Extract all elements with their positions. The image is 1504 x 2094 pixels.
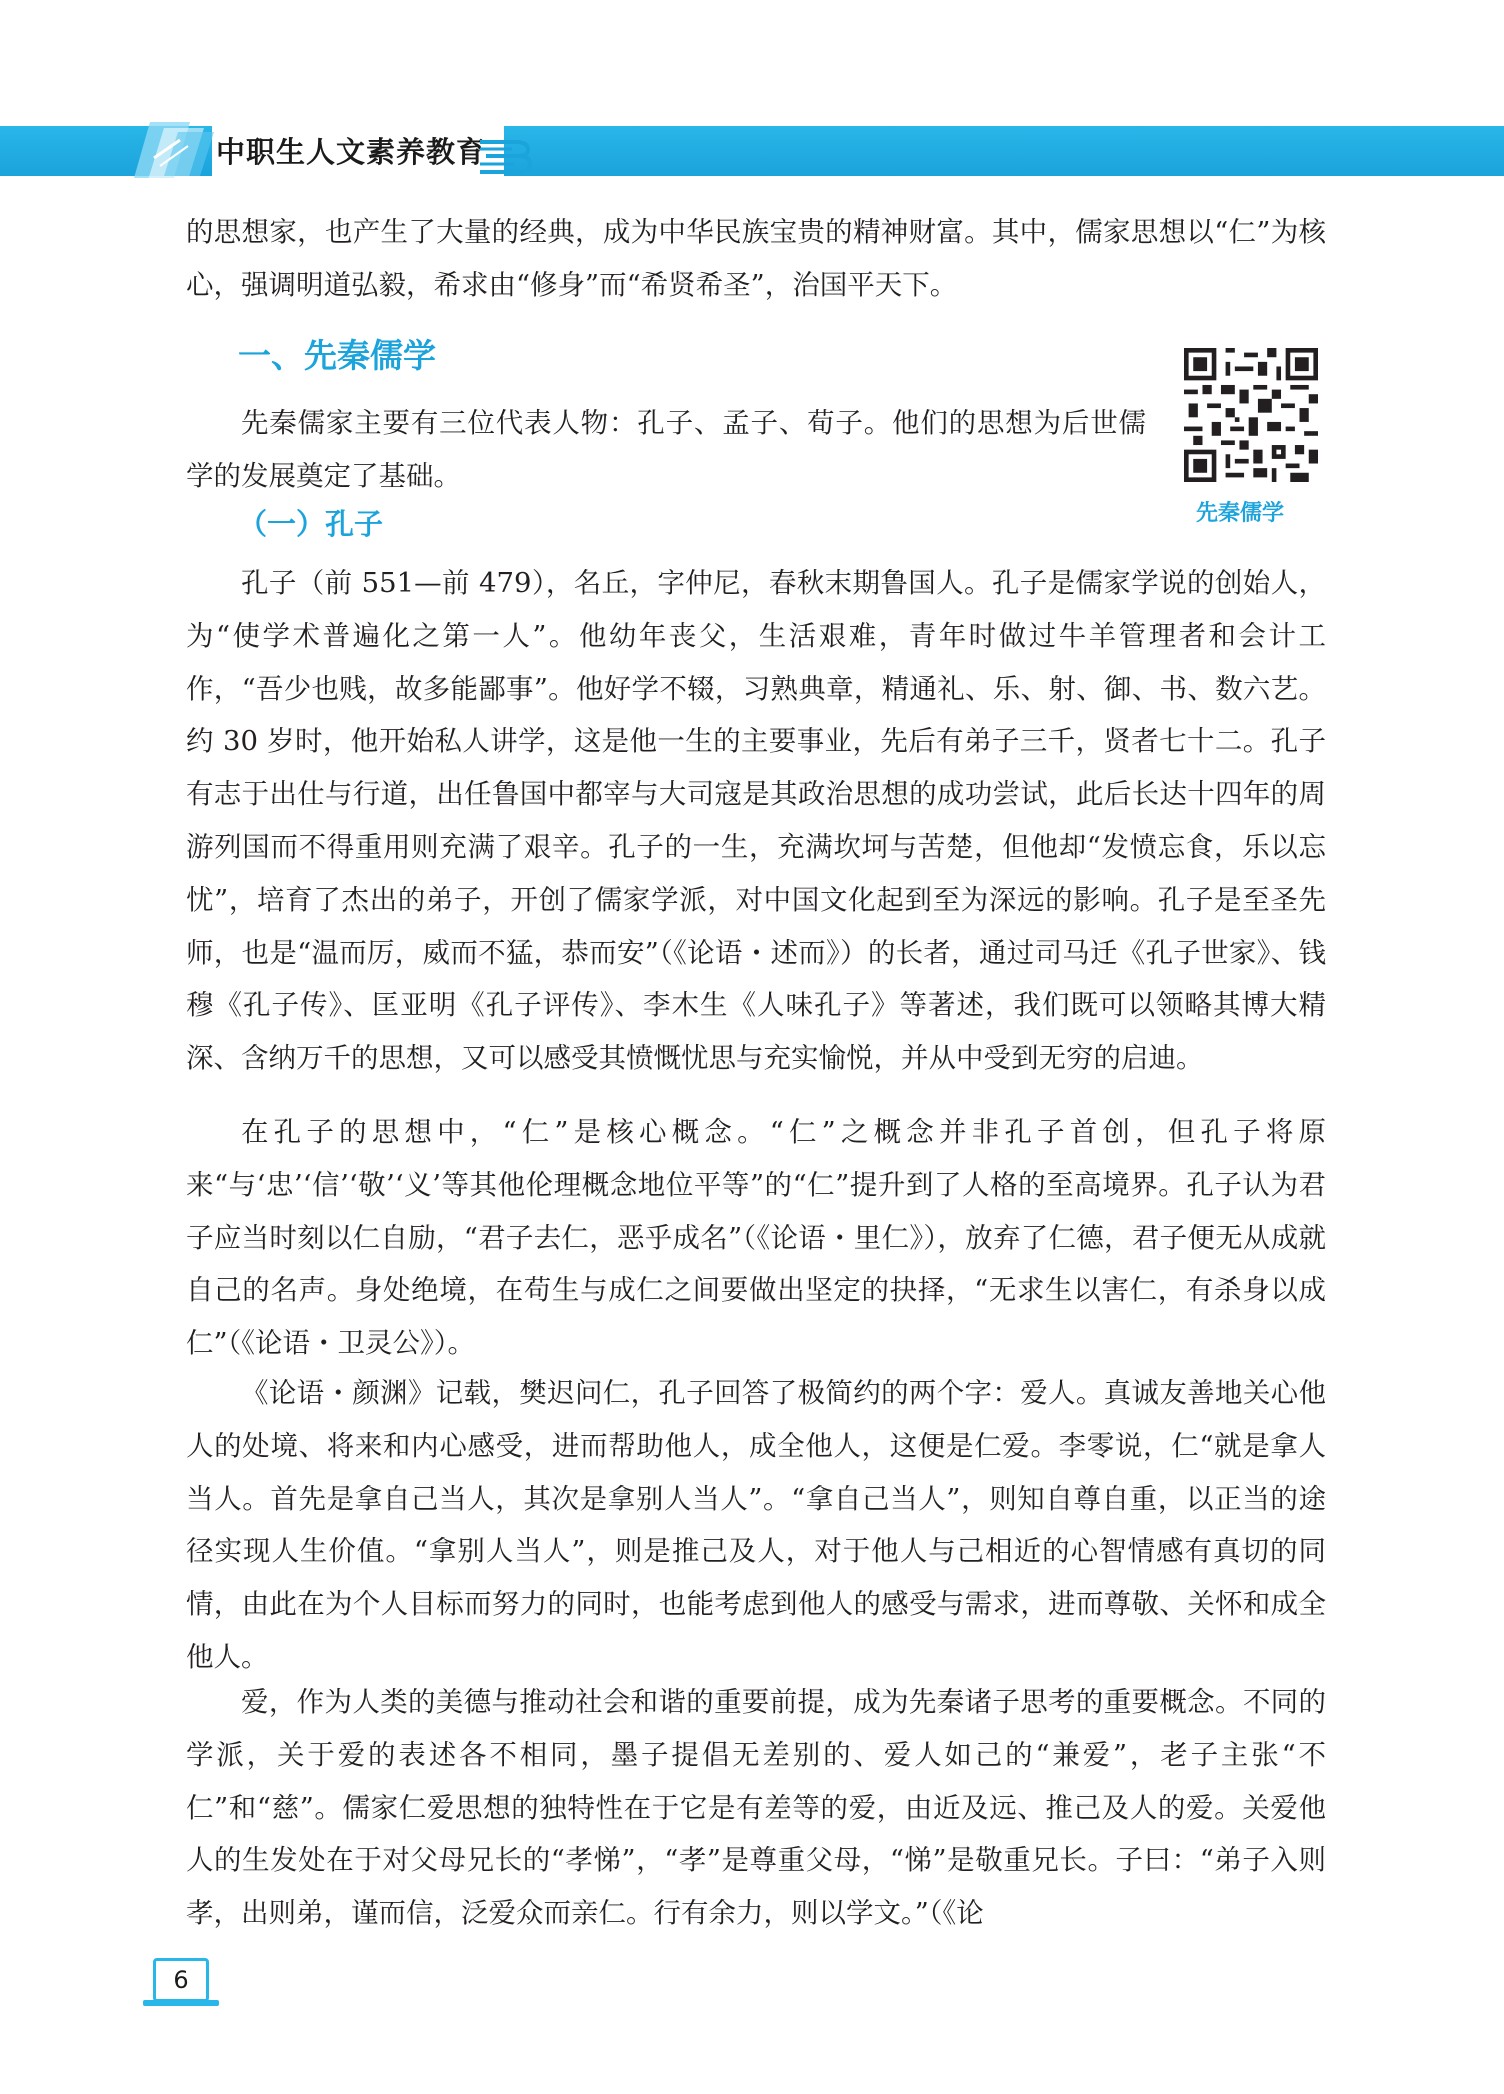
section-title: 一、先秦儒学 bbox=[238, 336, 436, 375]
qr-caption: 先秦儒学 bbox=[1196, 501, 1285, 526]
section-intro: 先秦儒家主要有三位代表人物：孔子、孟子、荀子。他们的思想为后世儒学的发展奠定了基础。 bbox=[186, 407, 1146, 492]
subsection-title: （一）孔子 bbox=[238, 507, 384, 541]
body-paragraph-4: 爱，作为人类的美德与推动社会和谐的重要前提，成为先秦诸子思考的重要概念。不同的学派，关于爱的表述各不相同，墨子提倡无差别的、爱人如己的“兼爱”，老子主张“不仁”和“慈”。儒家仁爱思想的独特性在于它是有差等的爱，由近及远、推己及人的爱。关爱他人的生发处在于对父母兄长的“孝悌”，“孝”是尊重父母，“悌”是敬重兄长。子曰：“弟子入则孝，出则弟，谨而信，泛爱众而亲仁。行有余力，则以学文。”（《论 bbox=[186, 1686, 1326, 1930]
page-number-base bbox=[143, 2000, 219, 2006]
intro-paragraph: 的思想家，也产生了大量的经典，成为中华民族宝贵的精神财富。其中，儒家思想以“仁”为核心，强调明道弘毅，希求由“修身”而“希贤希圣”，治国平天下。 bbox=[186, 216, 1326, 301]
body-paragraph-3: 《论语・颜渊》记载，樊迟问仁，孔子回答了极简约的两个字：爱人。真诚友善地关心他人的处境、将来和内心感受，进而帮助他人，成全他人，这便是仁爱。李零说，仁“就是拿人当人。首先是拿自己当人，其次是拿别人当人”。“拿自己当人”，则知自尊自重，以正当的途径实现人生价值。“拿别人当人”，则是推己及人，对于他人与己相近的心智情感有真切的同情，由此在为个人目标而努力的同时，也能考虑到他人的感受与需求，进而尊敬、关怀和成全他人。 bbox=[186, 1377, 1326, 1673]
book-logo-icon bbox=[476, 136, 532, 176]
qr-code-icon[interactable] bbox=[1184, 348, 1318, 482]
body-paragraph-2: 在孔子的思想中，“仁”是核心概念。“仁”之概念并非孔子首创，但孔子将原来“与‘忠’‘信’‘敬’‘义’等其他伦理概念地位平等”的“仁”提升到了人格的至高境界。孔子认为君子应当时刻以仁自励，“君子去仁，恶乎成名”（《论语・里仁》），放弃了仁德，君子便无从成就自己的名声。身处绝境，在苟生与成仁之间要做出坚定的抉择，“无求生以害仁，有杀身以成仁”（《论语・卫灵公》）。 bbox=[186, 1116, 1326, 1360]
page-number: 6 bbox=[153, 1958, 209, 2002]
book-title: 中职生人文素养教育 bbox=[216, 135, 487, 169]
header-decoration-icon bbox=[130, 118, 214, 182]
body-paragraph-1: 孔子（前 551—前 479），名丘，字仲尼，春秋末期鲁国人。孔子是儒家学说的创始人，为“使学术普遍化之第一人”。他幼年丧父，生活艰难，青年时做过牛羊管理者和会计工作，“吾少也贱，故多能鄙事”。他好学不辍，习熟典章，精通礼、乐、射、御、书、数六艺。约 30 岁时，他开始私人讲学，这是他一生的主要事业，先后有弟子三千，贤者七十二。孔子有志于出仕与行道，出任鲁国中都宰与大司寇是其政治思想的成功尝试，此后长达十四年的周游列国而不得重用则充满了艰辛。孔子的一生，充满坎坷与苦楚，但他却“发愤忘食，乐以忘忧”，培育了杰出的弟子，开创了儒家学派，对中国文化起到至为深远的影响。孔子是至圣先师，也是“温而厉，威而不猛，恭而安”（《论语・述而》）的长者，通过司马迁《孔子世家》、钱穆《孔子传》、匡亚明《孔子评传》、李木生《人味孔子》等著述，我们既可以领略其博大精深、含纳万千的思想，又可以感受其愤慨忧思与充实愉悦，并从中受到无穷的启迪。 bbox=[186, 567, 1326, 1075]
